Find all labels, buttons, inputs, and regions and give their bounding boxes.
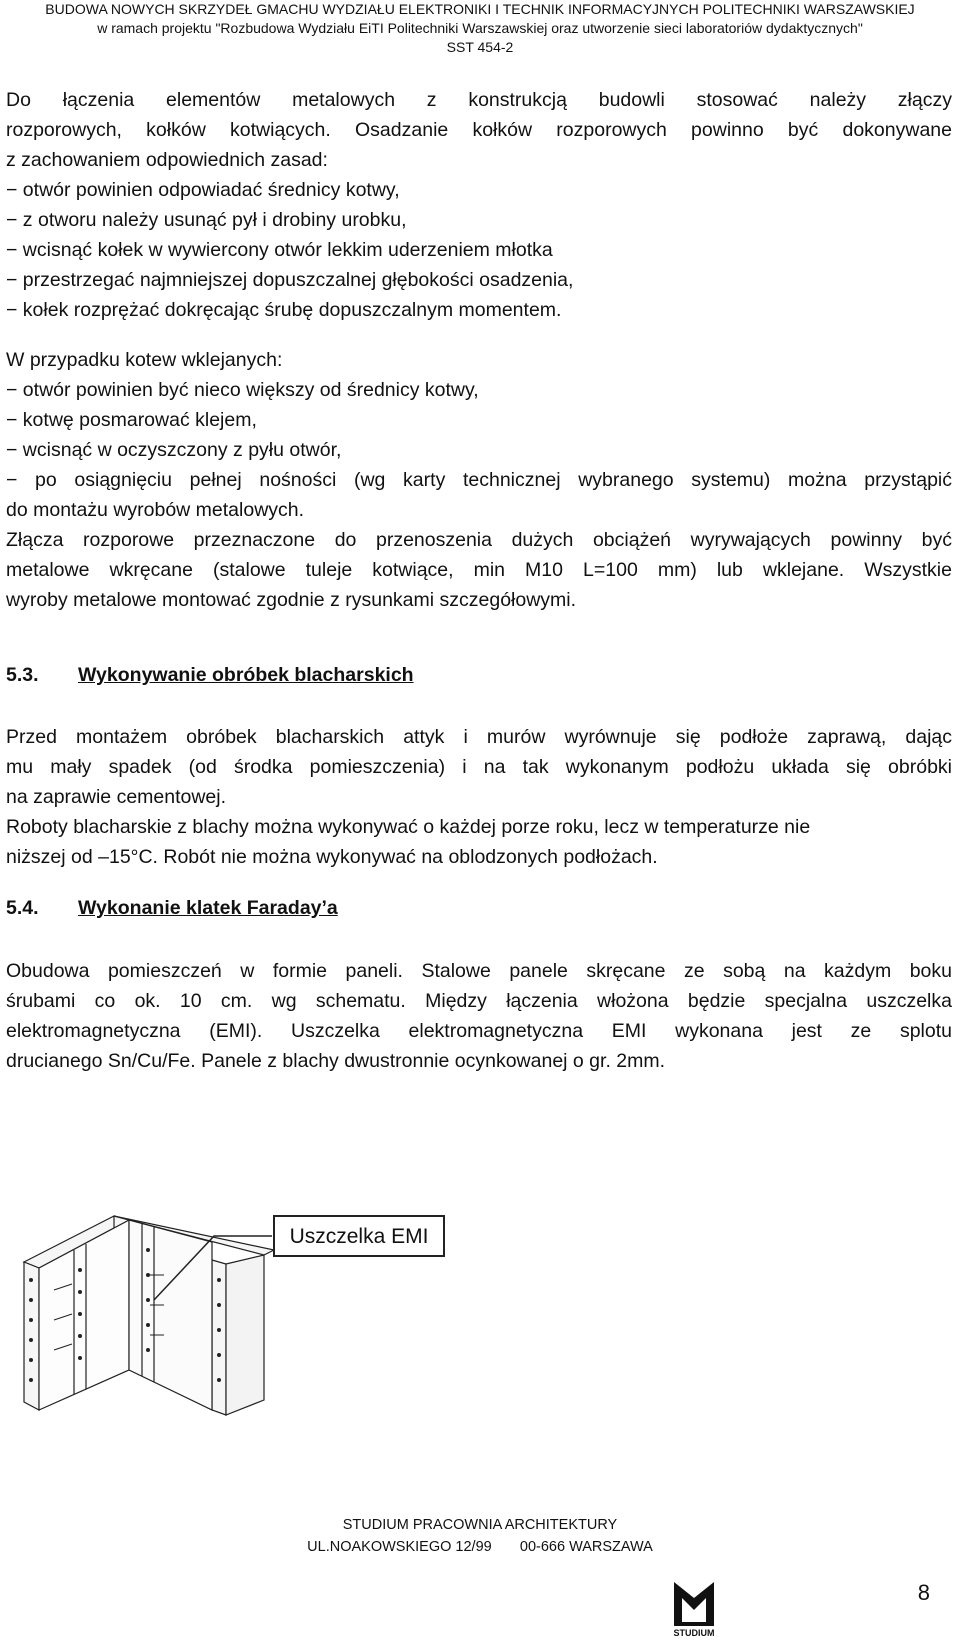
bolt [217, 1303, 221, 1307]
studium-logo [672, 1578, 716, 1638]
text-line: Roboty blacharskie z blachy można wykonywać o każdej porze roku, lecz w temperaturze nie [6, 816, 811, 838]
text-line: Obudowa pomieszczeń w formie paneli. Stalowe panele skręcane ze sobą na każdym boku [6, 960, 952, 982]
text-line: Przed montażem obróbek blacharskich attyk i murów wyrównuje się podłoże zaprawą, dając [6, 726, 952, 748]
list-item: − przestrzegać najmniejszej dopuszczalnej głębokości osadzenia, [6, 269, 574, 291]
bolt [78, 1356, 82, 1360]
bolt [29, 1338, 33, 1342]
bolt [217, 1328, 221, 1332]
header-line-3: SST 454-2 [446, 39, 514, 55]
bolt [29, 1358, 33, 1362]
bolt [146, 1348, 150, 1352]
footer-line-2: UL.NOAKOWSKIEGO 12/99 00-666 WARSZAWA [307, 1539, 653, 1555]
bolt [78, 1290, 82, 1294]
list-item: − po osiągnięciu pełnej nośności (wg karty technicznej wybranego systemu) można przystąpić [6, 469, 952, 491]
heading-title: Wykonywanie obróbek blacharskich [78, 664, 414, 686]
text-line: mu mały spadek (od środka pomieszczenia) i na tak wykonanym podłożu układa się obróbki [6, 756, 952, 778]
section-heading-5-4 [6, 893, 338, 923]
heading-number: 5.4. [6, 897, 39, 919]
callout-label: Uszczelka EMI [289, 1225, 429, 1248]
text-line: elektromagnetyczna (EMI). Uszczelka elektromagnetyczna EMI wykonana jest ze splotu [6, 1020, 952, 1042]
list-item: − otwór powinien być nieco większy od średnicy kotwy, [6, 379, 479, 401]
emi-gasket-diagram [14, 1180, 504, 1420]
heading-title: Wykonanie klatek Faraday’a [78, 897, 338, 919]
bolt [78, 1312, 82, 1316]
list-item: − kołek rozprężać dokręcając śrubę dopuszczalnym momentem. [6, 299, 562, 321]
header-line-1: BUDOWA NOWYCH SKRZYDEŁ GMACHU WYDZIAŁU ELEKTRONIKI I TECHNIK INFORMACYJNYCH POLITECHNIKI WARSZAWSKIEJ [45, 1, 915, 17]
list-item: − otwór powinien odpowiadać średnicy kotwy, [6, 179, 400, 201]
bolt [78, 1334, 82, 1338]
list-item: − kotwę posmarować klejem, [6, 409, 257, 431]
text-line: wyroby metalowe montować zgodnie z rysunkami szczegółowymi. [6, 589, 577, 611]
bolt [29, 1378, 33, 1382]
bolt [146, 1273, 150, 1277]
text-line: W przypadku kotew wklejanych: [6, 349, 283, 371]
bolt [217, 1278, 221, 1282]
bolt [217, 1353, 221, 1357]
text-line: rozporowych, kołków kotwiących. Osadzanie kołków rozporowych powinno być dokonywane [6, 119, 952, 141]
section-flashing-work [6, 722, 952, 872]
header-line-2: w ramach projektu "Rozbudowa Wydziału EiTI Politechniki Warszawskiej oraz utworzenie sieci laboratoriów dydaktycznych" [97, 20, 863, 36]
right-post [212, 1260, 226, 1415]
list-item: − wcisnąć kołek w wywiercony otwór lekkim uderzeniem młotka [6, 239, 553, 261]
section-glued-anchors [6, 345, 952, 615]
right-wall-panel [226, 1255, 264, 1415]
text-line: metalowe wkręcane (stalowe tuleje kotwiące, min M10 L=100 mm) lub wklejane. Wszystkie [6, 559, 952, 581]
bolt [146, 1323, 150, 1327]
text-line: Do łączenia elementów metalowych z konstrukcją budowli stosować należy złączy [6, 89, 952, 111]
text-line: drucianego Sn/Cu/Fe. Panele z blachy dwustronnie ocynkowanej o gr. 2mm. [6, 1050, 666, 1072]
logo-text: STUDIUM [673, 1628, 715, 1638]
list-item: − z otworu należy usunąć pył i drobiny urobku, [6, 209, 407, 231]
footer-line-1: STUDIUM PRACOWNIA ARCHITEKTURY [342, 1517, 618, 1533]
heading-number: 5.3. [6, 664, 39, 686]
section-anchoring-paragraph [6, 85, 952, 325]
text-line: z zachowaniem odpowiednich zasad: [6, 149, 328, 171]
studium-logo-mark [672, 1578, 716, 1638]
section-faraday-cage [6, 956, 952, 1076]
text-line: na zaprawie cementowej. [6, 786, 227, 808]
bolt [146, 1248, 150, 1252]
panel-assembly-drawing [14, 1180, 504, 1420]
bolt [29, 1318, 33, 1322]
list-item: − wcisnąć w oczyszczony z pyłu otwór, [6, 439, 342, 461]
front-left-post [24, 1262, 39, 1410]
bolt [217, 1378, 221, 1382]
bolt [29, 1278, 33, 1282]
text-line: Złącza rozporowe przeznaczone do przenoszenia dużych obciążeń wyrywających powinny być [6, 529, 952, 551]
section-heading-5-3 [6, 660, 414, 690]
bolt [146, 1298, 150, 1302]
page-footer [240, 1514, 720, 1558]
page-header [0, 0, 960, 57]
page-number: 8 [917, 1580, 930, 1605]
text-line: niższej od –15°C. Robót nie można wykonywać na oblodzonych podłożach. [6, 846, 658, 868]
text-line: do montażu wyrobów metalowych. [6, 499, 305, 521]
bolt [78, 1268, 82, 1272]
bolt [29, 1298, 33, 1302]
text-line: śrubami co ok. 10 cm. wg schematu. Między łączenia włożona będzie specjalna uszczelka [6, 990, 952, 1012]
